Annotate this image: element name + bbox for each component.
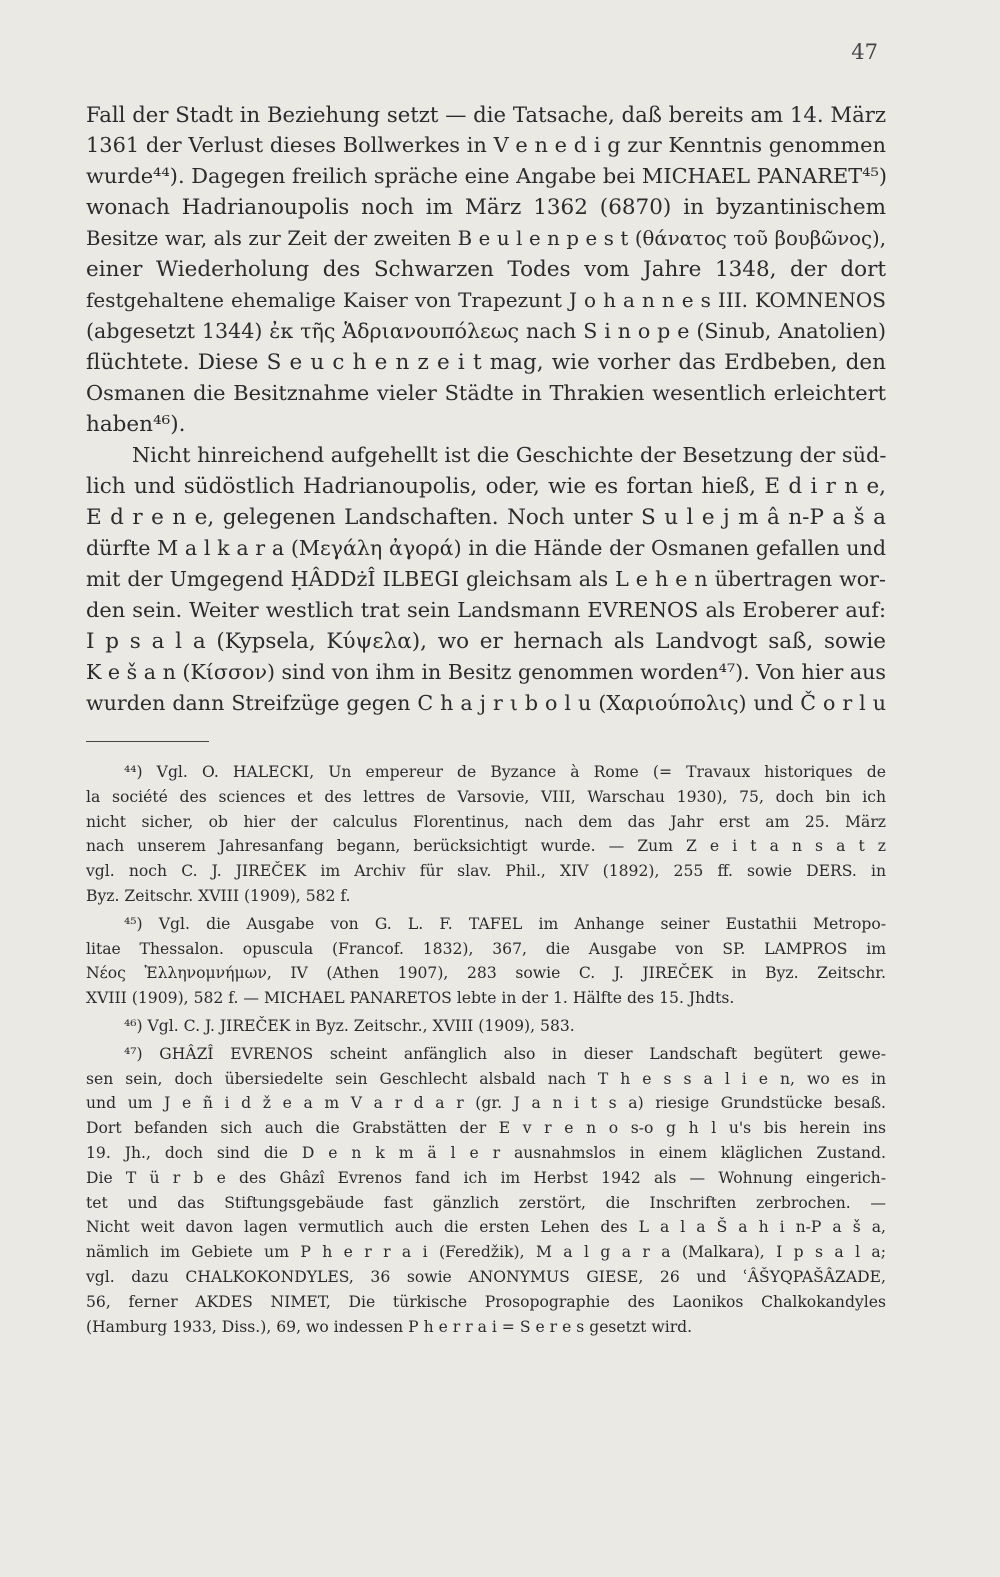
text-line: Osmanen die Besitznahme vieler Städte in Thrakien wesentlich erleichtert	[86, 381, 886, 405]
footnotes	[86, 760, 886, 1339]
main-text	[86, 99, 886, 719]
text-line: flüchtete. Diese S e u c h e n z e i t mag, wie vorher das Erdbeben, den	[86, 350, 886, 375]
text-line: Besitze war, als zur Zeit der zweiten B e u l e n p e s t (θάνατος τοῦ βουβῶνος),	[86, 227, 886, 250]
text-line: E d r e n e, gelegenen Landschaften. Noch unter S u l e j m â n-P a š a	[86, 505, 886, 530]
footnote-line: 19. Jh., doch sind die D e n k m ä l e r ausnahmslos in einem kläglichen Zustand.	[86, 1143, 886, 1162]
text-line: I p s a l a (Kypsela, Κύψελα), wo er hernach als Landvogt saß, sowie	[86, 629, 886, 654]
footnote-line: vgl. dazu CHALKOKONDYLES, 36 sowie ANONYMUS GIESE, 26 und ʿÂŠYQPAŠÂZADE,	[86, 1267, 886, 1286]
footnote-line: 56, ferner AKDES NIMET, Die türkische Prosopographie des Laonikos Chalkokandyles	[86, 1292, 886, 1311]
footnote-line: Nicht weit davon lagen vermutlich auch die ersten Lehen des L a l a Š a h i n-P a š a,	[86, 1218, 886, 1237]
footnote-44	[86, 760, 886, 909]
footnote-line: nämlich im Gebiete um P h e r r a i (Feredžik), M a l g a r a (Malkara), I p s a l a;	[86, 1243, 886, 1262]
footnote-45	[86, 912, 886, 1011]
text-line: Nicht hinreichend aufgehellt ist die Geschichte der Besetzung der süd-	[132, 443, 887, 467]
footnote-line: vgl. noch C. J. JIREČEK im Archiv für slav. Phil., XIV (1892), 255 ff. sowie DERS. in	[86, 862, 886, 881]
footnote-line: XVIII (1909), 582 f. — MICHAEL PANARETOS lebte in der 1. Hälfte des 15. Jhdts.	[86, 989, 735, 1008]
text-line: einer Wiederholung des Schwarzen Todes vom Jahre 1348, der dort	[86, 257, 886, 282]
footnote-line: litae Thessalon. opuscula (Francof. 1832), 367, die Ausgabe von SP. LAMPROS im	[86, 939, 886, 958]
footnote-line: nicht sicher, ob hier der calculus Florentinus, nach dem das Jahr erst am 25. März	[86, 812, 886, 831]
footnote-line: (Hamburg 1933, Diss.), 69, wo indessen P h e r r a i = S e r e s gesetzt wird.	[86, 1317, 693, 1336]
text-line: mit der Umgegend ḤÂDDżÎ ILBEGI gleichsam als L e h e n übertragen wor-	[86, 567, 886, 591]
text-line: Fall der Stadt in Beziehung setzt — die Tatsache, daß bereits am 14. März	[86, 102, 886, 127]
footnote-line: Die T ü r b e des Ghâzî Evrenos fand ich im Herbst 1942 als — Wohnung eingerich-	[86, 1168, 886, 1187]
footnote-47	[86, 1042, 886, 1340]
text-line: haben⁴⁶).	[86, 412, 186, 437]
text-line: dürfte M a l k a r a (Μεγάλη ἀγορά) in die Hände der Osmanen gefallen und	[86, 536, 886, 560]
footnote-divider	[86, 741, 209, 742]
footnote-line: nach unserem Jahresanfang begann, berücksichtigt wurde. — Zum Z e i t a n s a t z	[86, 837, 886, 856]
footnote-46	[86, 1014, 886, 1039]
text-line: lich und südöstlich Hadrianoupolis, oder, wie es fortan hieß, E d i r n e,	[86, 474, 886, 499]
footnote-line: ⁴⁶) Vgl. C. J. JIREČEK in Byz. Zeitschr., XVIII (1909), 583.	[124, 1016, 575, 1035]
text-line: (abgesetzt 1344) ἐκ τῆς Ἁδριανουπόλεως nach S i n o p e (Sinub, Anatolien)	[86, 319, 886, 343]
text-line: wurden dann Streifzüge gegen C h a j r ι b o l u (Χαριούπολις) und Č o r l u	[86, 691, 886, 715]
text-line: wurde⁴⁴). Dagegen freilich spräche eine Angabe bei MICHAEL PANARET⁴⁵)	[86, 164, 888, 188]
footnote-line: Byz. Zeitschr. XVIII (1909), 582 f.	[86, 886, 351, 905]
footnote-line: ⁴⁵) Vgl. die Ausgabe von G. L. F. TAFEL im Anhange seiner Eustathii Metropo-	[124, 914, 886, 933]
footnote-line: la société des sciences et des lettres de Varsovie, VIII, Warschau 1930), 75, doch bin ich	[86, 787, 886, 806]
footnote-line: sen sein, doch übersiedelte sein Geschlecht alsbald nach T h e s s a l i e n, wo es in	[86, 1069, 886, 1088]
text-line: wonach Hadrianoupolis noch im März 1362 (6870) in byzantinischem	[86, 195, 886, 220]
text-line: festgehaltene ehemalige Kaiser von Trapezunt J o h a n n e s III. KOMNENOS	[86, 288, 886, 312]
text-line: K e š a n (Κίσσον) sind von ihm in Besitz genommen worden⁴⁷). Von hier aus	[86, 660, 886, 684]
footnote-line: tet und das Stiftungsgebäude fast gänzlich zerstört, die Inschriften zerbrochen. —	[86, 1193, 886, 1212]
footnote-line: und um J e ñ i d ž e a m V a r d a r (gr. J a n i t s a) riesige Grundstücke besaß.	[86, 1094, 886, 1113]
footnote-line: ⁴⁴) Vgl. O. HALECKI, Un empereur de Byzance à Rome (= Travaux historiques de	[124, 763, 886, 781]
footnote-line: Νέος Ἑλληνομνήμων, IV (Athen 1907), 283 sowie C. J. JIREČEK in Byz. Zeitschr.	[86, 964, 886, 983]
page-number: 47	[851, 40, 878, 64]
footnote-line: ⁴⁷) GHÂZÎ EVRENOS scheint anfänglich also in dieser Landschaft begütert gewe-	[124, 1044, 886, 1063]
footnote-line: Dort befanden sich auch die Grabstätten der E v r e n o s-o g h l u's bis herein ins	[86, 1119, 886, 1138]
text-line: 1361 der Verlust dieses Bollwerkes in V e n e d i g zur Kenntnis genommen	[86, 133, 886, 157]
text-line: den sein. Weiter westlich trat sein Landsmann EVRENOS als Eroberer auf:	[86, 598, 886, 622]
